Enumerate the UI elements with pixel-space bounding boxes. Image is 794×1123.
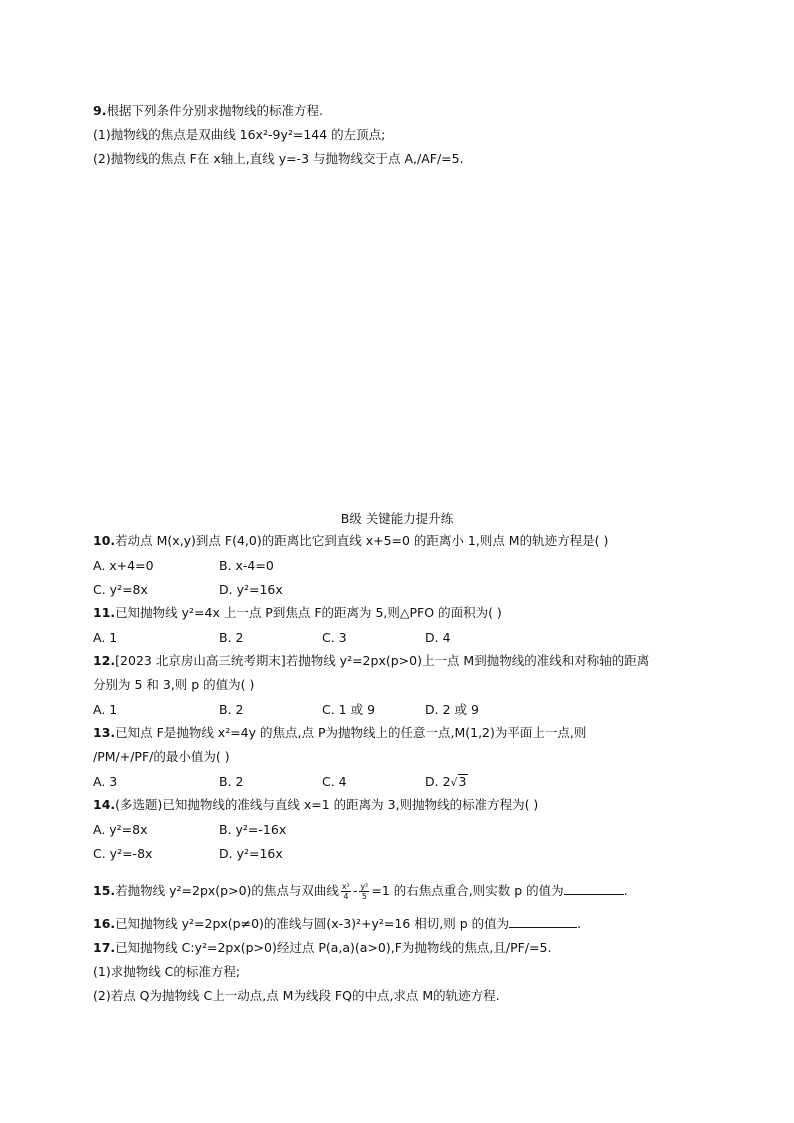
q11-option-b: B. 2 [219,630,244,645]
q17-part2: (2)若点 Q为抛物线 C上一动点,点 M为线段 FQ的中点,求点 M的轨迹方程. [93,988,500,1003]
q14-stem-line [93,796,538,814]
q11-option-a: A. 1 [93,630,118,645]
q15-number: 15. [93,883,116,898]
q14-options-row2 [93,845,693,863]
q15-end: . [623,883,628,898]
q13-option-d-prefix: D. 2 [425,774,451,789]
q14-option-d: D. y²=16x [219,846,283,861]
q9-part1: (1)抛物线的焦点是双曲线 16x²-9y²=144 的左顶点; [93,127,386,142]
q12-option-c: C. 1 或 9 [322,702,376,717]
q15-minus: - [352,883,358,898]
q10-options-row2 [93,581,693,599]
q16-number: 16. [93,916,116,931]
q12-stem: [2023 北京房山高三统考期末]若抛物线 y²=2px(p>0)上一点 M到抛物线的准线和对称轴的距离 [115,653,650,668]
q12-option-b: B. 2 [219,702,244,717]
q14-option-b: B. y²=-16x [219,822,287,837]
q14-number: 14. [93,797,116,812]
q11-number: 11. [93,605,116,620]
q10-stem: 若动点 M(x,y)到点 F(4,0)的距离比它到直线 x+5=0 的距离小 1,则点 M的轨迹方程是( ) [115,533,609,548]
q17-stem-line [93,939,551,957]
q12-option-a: A. 1 [93,702,118,717]
q12-number: 12. [93,653,116,668]
section-b-title: B级 关键能力提升练 [340,511,454,526]
q17-part1: (1)求抛物线 C的标准方程; [93,964,241,979]
q13-number: 13. [93,725,116,740]
q13-stem-line [93,724,586,742]
sqrt-symbol-icon: √ [450,776,458,789]
q15-post: =1 的右焦点重合,则实数 p 的值为 [371,883,564,898]
q9-stem-line [93,102,323,120]
q13-options [93,773,693,791]
q16-pre: 已知抛物线 y²=2px(p≠0)的准线与圆(x-3)²+y²=16 相切,则 p 的值为 [115,916,510,931]
q17-stem: 已知抛物线 C:y²=2px(p>0)经过点 P(a,a)(a>0),F为抛物线的焦点,且/PF/=5. [115,940,552,955]
q10-option-c: C. y²=8x [93,582,148,597]
q11-option-c: C. 3 [322,630,347,645]
q12-option-d: D. 2 或 9 [425,702,479,717]
q12-options [93,701,693,719]
q10-number: 10. [93,533,116,548]
q16-line [93,915,581,933]
q13-option-d-radicand: 3 [458,774,467,789]
q11-option-d: D. 4 [425,630,451,645]
q12-stem-line2: 分别为 5 和 3,则 p 的值为( ) [93,677,255,692]
q9-stem: 根据下列条件分别求抛物线的标准方程. [106,103,323,118]
q15-answer-blank[interactable] [564,882,624,895]
q14-option-c: C. y²=-8x [93,846,153,861]
q9-part2: (2)抛物线的焦点 F在 x轴上,直线 y=-3 与抛物线交于点 A,/AF/=5. [93,151,464,166]
q15-pre: 若抛物线 y²=2px(p>0)的焦点与双曲线 [115,883,339,898]
q10-option-b: B. x-4=0 [219,558,274,573]
q13-stem: 已知点 F是抛物线 x²=4y 的焦点,点 P为抛物线上的任意一点,M(1,2)为平面上一点,则 [115,725,587,740]
q13-option-a: A. 3 [93,774,118,789]
q14-option-a: A. y²=8x [93,822,148,837]
q12-stem-line [93,652,649,670]
q13-stem-line2: /PM/+/PF/的最小值为( ) [93,749,230,764]
q13-option-c: C. 4 [322,774,347,789]
q16-answer-blank[interactable] [509,915,577,928]
q10-options-row1 [93,557,693,575]
q13-option-d [425,773,468,792]
q15-fraction-x-den: 4 [343,892,349,901]
q11-stem: 已知抛物线 y²=4x 上一点 P到焦点 F的距离为 5,则△PFO 的面积为( ) [115,605,502,620]
q10-option-a: A. x+4=0 [93,558,154,573]
q15-line [93,880,628,902]
q14-options-row1 [93,821,693,839]
q13-option-b: B. 2 [219,774,244,789]
q14-stem: (多选题)已知抛物线的准线与直线 x=1 的距离为 3,则抛物线的标准方程为( ) [115,797,539,812]
q17-number: 17. [93,940,116,955]
q11-stem-line [93,604,502,622]
q15-fraction-x-num: x² [341,882,350,891]
q15-fraction-x [341,882,351,901]
q10-stem-line [93,532,608,550]
q15-fraction-y-num: y² [360,882,369,891]
q9-number: 9. [93,103,107,118]
q11-options [93,629,693,647]
q10-option-d: D. y²=16x [219,582,283,597]
q15-fraction-y [359,882,369,901]
q16-end: . [577,916,582,931]
q15-fraction-y-den: 5 [361,892,367,901]
